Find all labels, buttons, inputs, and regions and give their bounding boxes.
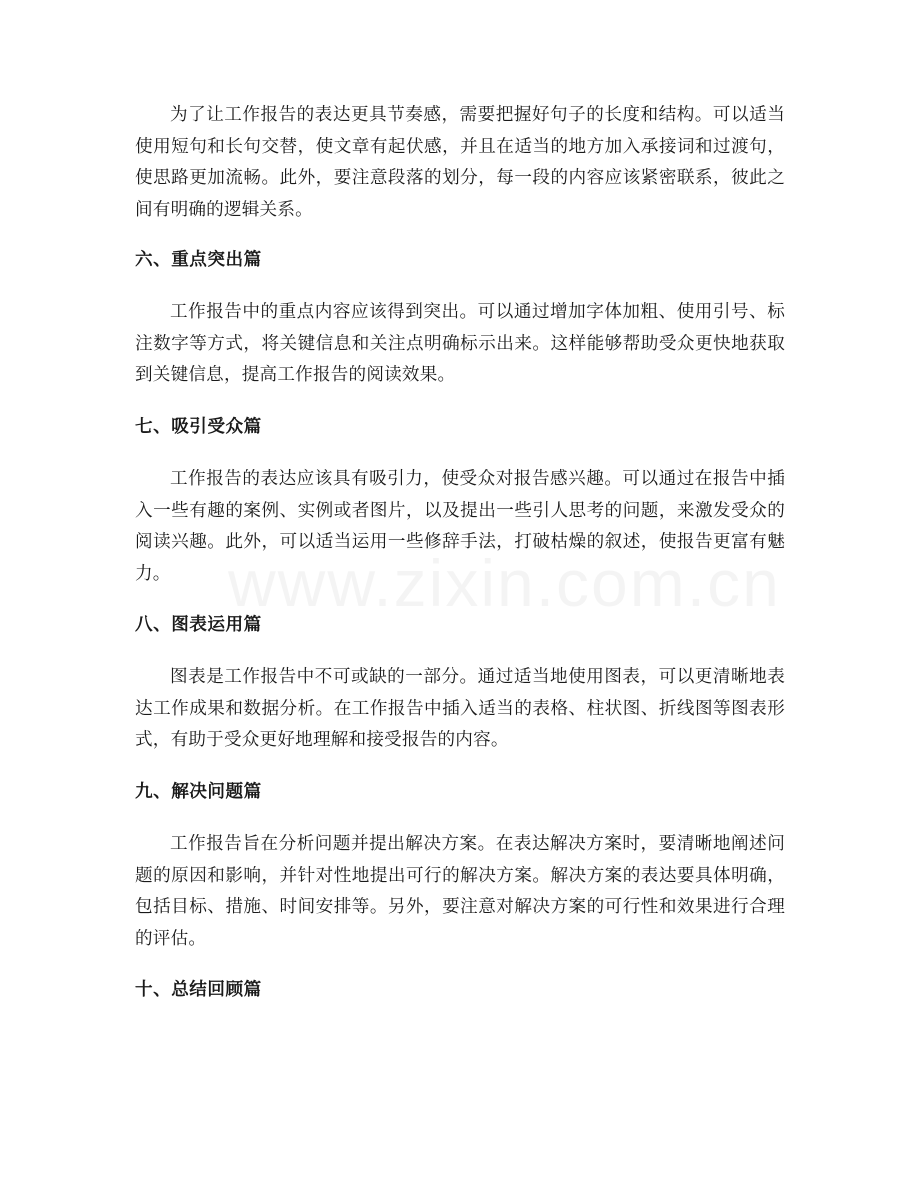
section-body-8: 图表是工作报告中不可或缺的一部分。通过适当地使用图表，可以更清晰地表达工作成果和数据分析。在工作报告中插入适当的表格、柱状图、折线图等图表形式，有助于受众更好地理解和接受报告的内容。 bbox=[135, 667, 785, 750]
section-heading-9: 九、解决问题篇 bbox=[135, 782, 262, 802]
section-body-7: 工作报告的表达应该具有吸引力，使受众对报告感兴趣。可以通过在报告中插入一些有趣的案例、实例或者图片，以及提出一些引人思考的问题，来激发受众的阅读兴趣。此外，可以适当运用一些修辞手法，打破枯燥的叙述，使报告更富有魅力。 bbox=[135, 469, 785, 584]
section-heading-7: 七、吸引受众篇 bbox=[135, 417, 262, 437]
section-heading-10: 十、总结回顾篇 bbox=[135, 980, 262, 1000]
section-body-9: 工作报告旨在分析问题并提出解决方案。在表达解决方案时，要清晰地阐述问题的原因和影响，并针对性地提出可行的解决方案。解决方案的表达要具体明确，包括目标、措施、时间安排等。另外，要注意对解决方案的可行性和效果进行合理的评估。 bbox=[135, 834, 785, 949]
section-body-6: 工作报告中的重点内容应该得到突出。可以通过增加字体加粗、使用引号、标注数字等方式，将关键信息和关注点明确标示出来。这样能够帮助受众更快地获取到关键信息，提高工作报告的阅读效果。 bbox=[135, 302, 785, 385]
section-heading-6: 六、重点突出篇 bbox=[135, 250, 262, 270]
section-heading-8: 八、图表运用篇 bbox=[135, 615, 262, 635]
intro-paragraph: 为了让工作报告的表达更具节奏感，需要把握好句子的长度和结构。可以适当使用短句和长句交替，使文章有起伏感，并且在适当的地方加入承接词和过渡句，使思路更加流畅。此外，要注意段落的划分，每一段的内容应该紧密联系，彼此之间有明确的逻辑关系。 bbox=[135, 105, 785, 220]
document-page bbox=[135, 100, 785, 1005]
